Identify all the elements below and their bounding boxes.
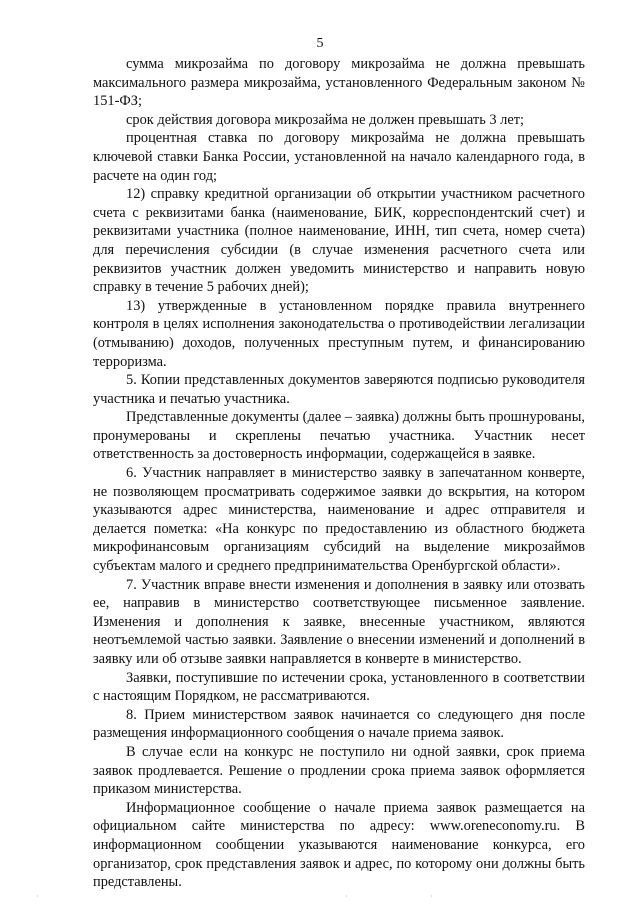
paragraph-section-6-envelope: 6. Участник направляет в министерство заявку в запечатанном конверте, не позволяющем просматривать содержимое заявки до вскрытия, на котором указываются адрес министерства, наименование и адрес отправителя и делается пометка: «На конкурс по предоставлению из областного бюджета микрофинансовым организациям субсидий на выделение микрозаймов субъектам малого и среднего предпринимательства Оренбургской области». [93, 465, 585, 575]
paragraph-interest-rate: процентная ставка по договору микрозайма не должна превышать ключевой ставки Банка России, установленной на начало календарного года, в расчете на один год; [93, 130, 585, 184]
paragraph-late-applications: Заявки, поступившие по истечении срока, установленного в соответствии с настоящим Порядком, не рассматриваются. [93, 669, 585, 705]
page-number: 5 [316, 36, 324, 51]
paragraph-section-7-changes: 7. Участник вправе внести изменения и дополнения в заявку или отозвать ее, направив в министерство соответствующее письменное заявление. Изменения и дополнения к заявке, внесенные участником, являются неотъемлемой частью заявки. Заявление о внесении изменений и дополнений в заявку или об отзыве заявки направляется в конверте в министерство. [93, 576, 585, 667]
document-body [93, 55, 585, 892]
paragraph-section-5-copies: 5. Копии представленных документов заверяются подписью руководителя участника и печатью участника. [93, 372, 585, 407]
paragraph-application-definition: Представленные документы (далее – заявка) должны быть прошнурованы, пронумерованы и скреплены печатью участника. Участник несет ответственность за достоверность информации, содержащейся в заявке. [93, 409, 585, 463]
paragraph-extension: В случае если на конкурс не поступило ни одной заявки, срок приема заявок продлевается. Решение о продлении срока приема заявок оформляется приказом министерства. [93, 743, 585, 798]
paragraph-section-8-acceptance: 8. Прием министерством заявок начинается со следующего дня после размещения информационного сообщения о начале приема заявок. [93, 706, 585, 742]
paragraph-item-13-internal-control: 13) утвержденные в установленном порядке правила внутреннего контроля в целях исполнения законодательства о противодействии легализации (отмыванию) доходов, полученных преступным путем, и финансированию терроризма. [93, 297, 585, 370]
paragraph-microloan-term: срок действия договора микрозайма не должен превышать 3 лет; [126, 111, 525, 128]
scan-edge-marks: · · · [36, 892, 433, 901]
paragraph-microloan-amount: сумма микрозайма по договору микрозайма не должна превышать максимального размера микрозайма, установленного Федеральным законом № 151-ФЗ; [93, 56, 585, 110]
paragraph-item-12-bank-certificate: 12) справку кредитной организации об открытии участником расчетного счета с реквизитами банка (наименование, БИК, корреспондентский счет) и реквизитами участника (полное наименование, ИНН, тип счета, номер счета) для перечисления субсидии (в случае изменения расчетного счета или реквизитов участник должен уведомить министерство и направить новую справку в течение 5 рабочих дней); [93, 186, 585, 296]
paragraph-information-notice: Информационное сообщение о начале приема заявок размещается на официальном сайте министерства по адресу: www.oreneconomy.ru. В информационном сообщении указываются наименование конкурса, его организатор, срок представления заявок и адрес, по которому они должны быть представлены. [93, 799, 585, 891]
